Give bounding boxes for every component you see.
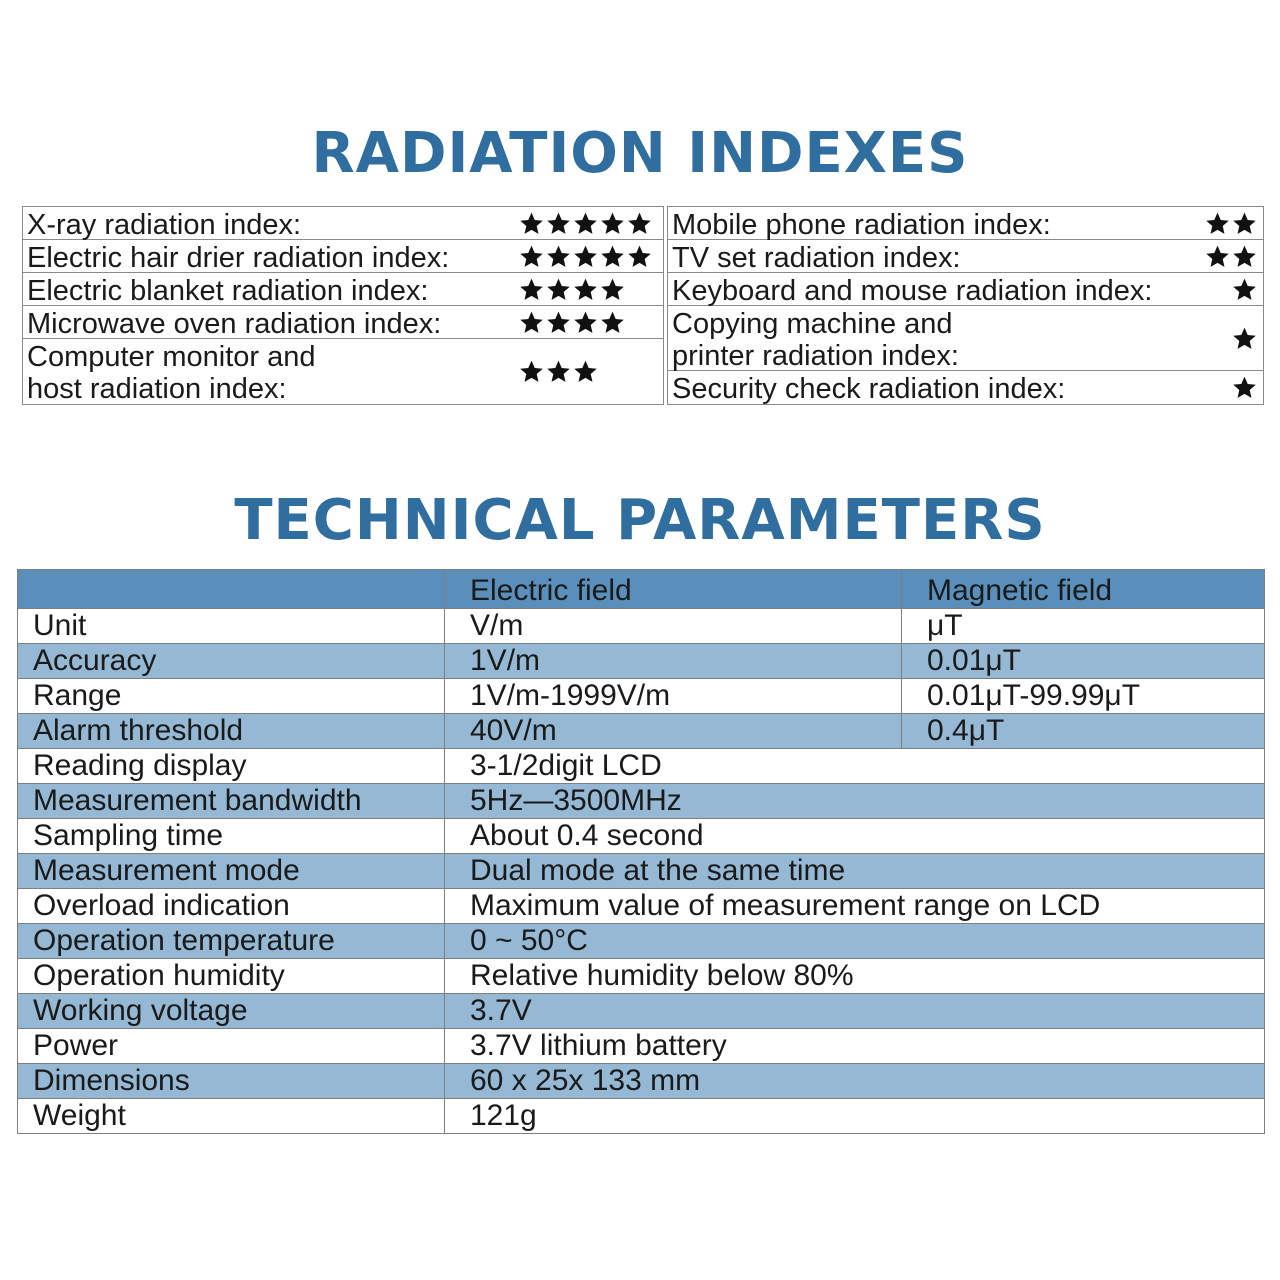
star-icon bbox=[1205, 211, 1230, 236]
table-row bbox=[18, 819, 1265, 854]
radiation-row-label: Computer monitor and host radiation index: bbox=[27, 341, 316, 405]
table-row bbox=[18, 749, 1265, 784]
technical-parameters-body bbox=[18, 570, 1265, 1134]
radiation-row-label: TV set radiation index: bbox=[672, 242, 961, 274]
star-icon bbox=[546, 359, 571, 384]
star-rating bbox=[1232, 306, 1259, 371]
radiation-row-label: X-ray radiation index: bbox=[27, 209, 302, 241]
parameter-name: Accuracy bbox=[18, 644, 445, 679]
radiation-indexes-title: RADIATION INDEXES bbox=[311, 121, 969, 186]
star-rating bbox=[519, 339, 600, 404]
star-icon bbox=[573, 359, 598, 384]
star-icon bbox=[600, 211, 625, 236]
star-icon bbox=[627, 211, 652, 236]
star-icon bbox=[519, 359, 544, 384]
parameter-name: Measurement mode bbox=[18, 854, 445, 889]
table-row bbox=[18, 854, 1265, 889]
star-icon bbox=[627, 244, 652, 269]
radiation-index-right-column bbox=[667, 206, 1264, 405]
parameter-name: Unit bbox=[18, 609, 445, 644]
parameter-value: 3.7V lithium battery bbox=[445, 1029, 1265, 1064]
parameter-value: 3-1/2digit LCD bbox=[445, 749, 1265, 784]
star-icon bbox=[1232, 375, 1257, 400]
star-rating bbox=[1205, 240, 1259, 273]
parameter-name: Overload indication bbox=[18, 889, 445, 924]
star-icon bbox=[573, 277, 598, 302]
parameter-name: Sampling time bbox=[18, 819, 445, 854]
table-row bbox=[18, 889, 1265, 924]
star-icon bbox=[546, 310, 571, 335]
table-row bbox=[18, 714, 1265, 749]
table-row bbox=[18, 679, 1265, 714]
radiation-row-label: Copying machine and printer radiation index: bbox=[672, 308, 959, 372]
parameter-name: Reading display bbox=[18, 749, 445, 784]
header-cell-electric-field: Electric field bbox=[445, 570, 902, 609]
star-icon bbox=[1205, 244, 1230, 269]
radiation-row bbox=[23, 306, 663, 339]
parameter-value: Maximum value of measurement range on LCD bbox=[445, 889, 1265, 924]
table-row bbox=[18, 1029, 1265, 1064]
radiation-row bbox=[668, 306, 1263, 371]
parameter-value: About 0.4 second bbox=[445, 819, 1265, 854]
parameter-value: Dual mode at the same time bbox=[445, 854, 1265, 889]
parameter-value: 121g bbox=[445, 1099, 1265, 1134]
star-rating bbox=[1205, 207, 1259, 240]
star-rating bbox=[1232, 371, 1259, 404]
radiation-row bbox=[23, 273, 663, 306]
radiation-row-label: Mobile phone radiation index: bbox=[672, 209, 1051, 241]
star-icon bbox=[519, 244, 544, 269]
electric-field-value: 1V/m bbox=[445, 644, 902, 679]
parameter-value: 0 ~ 50°C bbox=[445, 924, 1265, 959]
header-cell-magnetic-field: Magnetic field bbox=[902, 570, 1265, 609]
star-icon bbox=[573, 310, 598, 335]
parameter-name: Operation temperature bbox=[18, 924, 445, 959]
radiation-index-left-column bbox=[22, 206, 664, 405]
radiation-row-label: Keyboard and mouse radiation index: bbox=[672, 275, 1153, 307]
table-row bbox=[18, 784, 1265, 819]
table-row bbox=[18, 924, 1265, 959]
table-row bbox=[18, 1099, 1265, 1134]
technical-parameters-table bbox=[17, 569, 1265, 1134]
magnetic-field-value: μT bbox=[902, 609, 1265, 644]
parameter-name: Range bbox=[18, 679, 445, 714]
radiation-row-label: Security check radiation index: bbox=[672, 373, 1066, 405]
parameter-name: Dimensions bbox=[18, 1064, 445, 1099]
radiation-row-label: Electric blanket radiation index: bbox=[27, 275, 429, 307]
parameter-name: Operation humidity bbox=[18, 959, 445, 994]
star-rating bbox=[1232, 273, 1259, 306]
magnetic-field-value: 0.01μT bbox=[902, 644, 1265, 679]
radiation-row-label: Microwave oven radiation index: bbox=[27, 308, 442, 340]
parameter-name: Alarm threshold bbox=[18, 714, 445, 749]
radiation-index-table bbox=[22, 206, 1264, 405]
radiation-row bbox=[668, 207, 1263, 240]
radiation-row bbox=[668, 273, 1263, 306]
star-icon bbox=[573, 244, 598, 269]
parameter-value: 5Hz—3500MHz bbox=[445, 784, 1265, 819]
star-icon bbox=[1232, 244, 1257, 269]
star-rating bbox=[519, 306, 627, 339]
magnetic-field-value: 0.4μT bbox=[902, 714, 1265, 749]
star-icon bbox=[519, 277, 544, 302]
star-icon bbox=[1232, 326, 1257, 351]
electric-field-value: 1V/m-1999V/m bbox=[445, 679, 902, 714]
header-cell bbox=[18, 570, 445, 609]
star-icon bbox=[546, 211, 571, 236]
parameter-name: Measurement bandwidth bbox=[18, 784, 445, 819]
star-icon bbox=[600, 277, 625, 302]
electric-field-value: V/m bbox=[445, 609, 902, 644]
radiation-row bbox=[23, 207, 663, 240]
table-row bbox=[18, 1064, 1265, 1099]
star-icon bbox=[600, 244, 625, 269]
radiation-row bbox=[668, 240, 1263, 273]
star-rating bbox=[519, 207, 654, 240]
parameter-name: Weight bbox=[18, 1099, 445, 1134]
table-header-row bbox=[18, 570, 1265, 609]
star-icon bbox=[519, 310, 544, 335]
table-row bbox=[18, 959, 1265, 994]
table-row bbox=[18, 994, 1265, 1029]
star-icon bbox=[1232, 277, 1257, 302]
star-icon bbox=[600, 310, 625, 335]
parameter-value: 60 x 25x 133 mm bbox=[445, 1064, 1265, 1099]
parameter-value: 3.7V bbox=[445, 994, 1265, 1029]
radiation-row bbox=[23, 240, 663, 273]
technical-parameters-title: TECHNICAL PARAMETERS bbox=[234, 488, 1046, 553]
parameter-name: Working voltage bbox=[18, 994, 445, 1029]
parameter-value: Relative humidity below 80% bbox=[445, 959, 1265, 994]
table-row bbox=[18, 644, 1265, 679]
star-icon bbox=[1232, 211, 1257, 236]
star-icon bbox=[546, 277, 571, 302]
star-icon bbox=[573, 211, 598, 236]
radiation-row-label: Electric hair drier radiation index: bbox=[27, 242, 450, 274]
star-icon bbox=[546, 244, 571, 269]
magnetic-field-value: 0.01μT-99.99μT bbox=[902, 679, 1265, 714]
radiation-row bbox=[23, 339, 663, 404]
parameter-name: Power bbox=[18, 1029, 445, 1064]
electric-field-value: 40V/m bbox=[445, 714, 902, 749]
star-icon bbox=[519, 211, 544, 236]
star-rating bbox=[519, 240, 654, 273]
radiation-row bbox=[668, 371, 1263, 404]
star-rating bbox=[519, 273, 627, 306]
table-row bbox=[18, 609, 1265, 644]
